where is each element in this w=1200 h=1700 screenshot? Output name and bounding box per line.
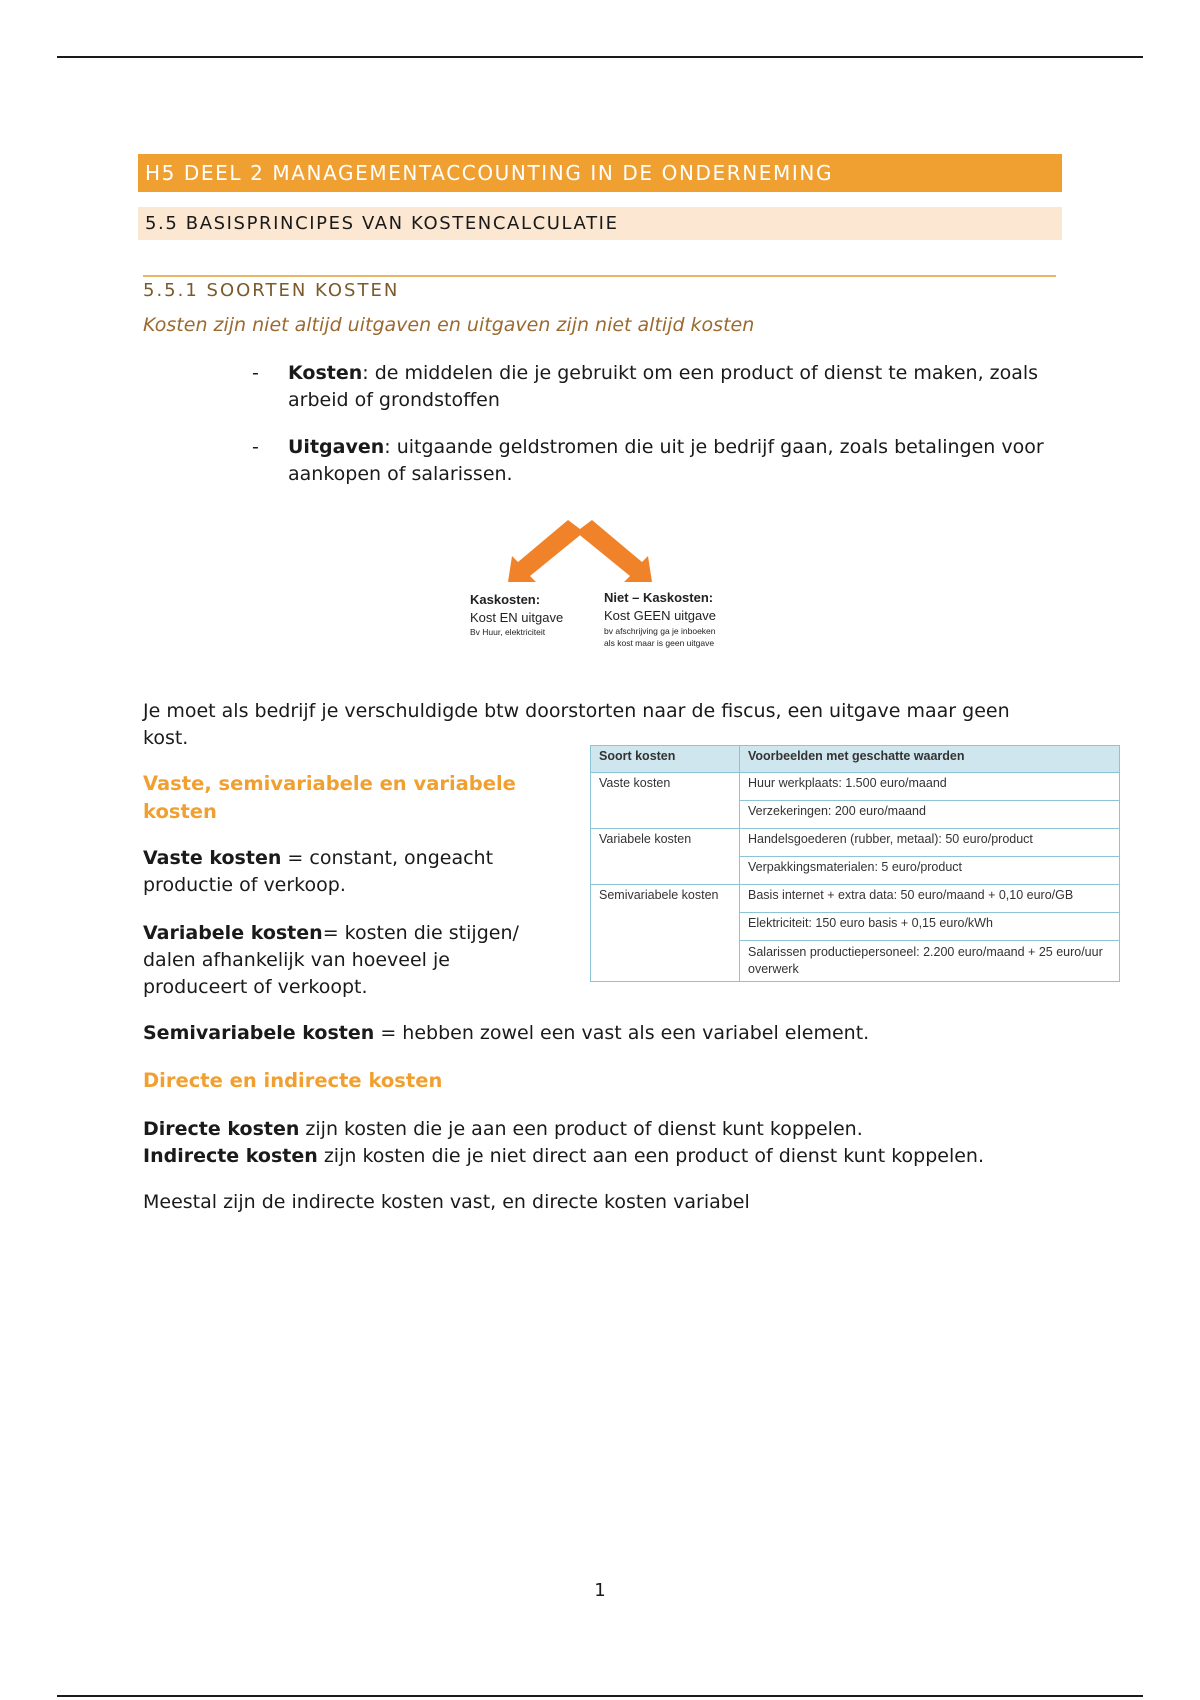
chapter-heading: H5 DEEL 2 MANAGEMENTACCOUNTING IN DE ONDERNEMING xyxy=(138,154,1062,192)
vaste-section-heading: Vaste, semivariabele en variabele kosten xyxy=(143,772,516,823)
cost-type-cell: Vaste kosten xyxy=(591,773,740,829)
directe-kosten-paragraph: Directe kosten zijn kosten die je aan een product of dienst kunt koppelen. xyxy=(143,1118,863,1140)
meestal-paragraph: Meestal zijn de indirecte kosten vast, en directe kosten variabel xyxy=(143,1191,750,1213)
example-cell: Handelsgoederen (rubber, metaal): 50 euro/product xyxy=(740,829,1120,857)
definition: : uitgaande geldstromen die uit je bedrijf gaan, zoals betalingen voor aankopen of salarissen. xyxy=(288,436,1044,485)
bottom-rule xyxy=(57,1695,1143,1697)
top-rule xyxy=(57,56,1143,58)
btw-paragraph: Je moet als bedrijf je verschuldigde btw doorstorten naar de fiscus, een uitgave maar geen kost. xyxy=(143,700,1010,749)
list-item: - Kosten: de middelen die je gebruikt om een product of dienst te maken, zoals arbeid of grondstoffen xyxy=(252,362,1039,411)
subsection-rule xyxy=(143,275,1056,277)
term: Uitgaven xyxy=(288,436,385,458)
example-cell: Verzekeringen: 200 euro/maand xyxy=(740,801,1120,829)
vaste-kosten-paragraph: Vaste kosten = constant, ongeacht productie of verkoop. xyxy=(143,847,494,896)
variabele-kosten-paragraph: Variabele kosten= kosten die stijgen/ dalen afhankelijk van hoeveel je produceert of verkoopt. xyxy=(143,922,519,998)
example-cell: Salarissen productiepersoneel: 2.200 euro/maand + 25 euro/uur overwerk xyxy=(740,941,1120,982)
cost-types-table xyxy=(590,745,1120,982)
example-cell: Verpakkingsmaterialen: 5 euro/product xyxy=(740,857,1120,885)
kaskosten-figure xyxy=(460,512,740,680)
example-cell: Elektriciteit: 150 euro basis + 0,15 euro/kWh xyxy=(740,913,1120,941)
example-cell: Huur werkplaats: 1.500 euro/maand xyxy=(740,773,1120,801)
definition: : de middelen die je gebruikt om een product of dienst te maken, zoals arbeid of grondstoffen xyxy=(288,362,1039,411)
page-number: 1 xyxy=(594,1580,606,1601)
table-row xyxy=(591,773,1120,801)
directe-section-heading: Directe en indirecte kosten xyxy=(143,1069,443,1092)
split-arrows-icon xyxy=(460,512,740,592)
section-heading: 5.5 BASISPRINCIPES VAN KOSTENCALCULATIE xyxy=(138,207,1062,240)
table-header-row xyxy=(591,746,1120,773)
niet-kaskosten-label: Niet – Kaskosten: Kost GEEN uitgave bv afschrijving ga je inboeken als kost maar is geen uitgave xyxy=(604,590,716,648)
list-item: - Uitgaven: uitgaande geldstromen die uit je bedrijf gaan, zoals betalingen voor aankopen of salarissen. xyxy=(252,436,1044,485)
cost-type-cell: Variabele kosten xyxy=(591,829,740,885)
table-row xyxy=(591,885,1120,913)
table-header: Voorbeelden met geschatte waarden xyxy=(740,746,1120,773)
semivariabele-kosten-paragraph: Semivariabele kosten = hebben zowel een vast als een variabel element. xyxy=(143,1022,870,1044)
example-cell: Basis internet + extra data: 50 euro/maand + 0,10 euro/GB xyxy=(740,885,1120,913)
subsection-heading: 5.5.1 SOORTEN KOSTEN xyxy=(143,280,400,301)
table-row xyxy=(591,829,1120,857)
indirecte-kosten-paragraph: Indirecte kosten zijn kosten die je niet direct aan een product of dienst kunt koppelen. xyxy=(143,1145,985,1167)
term: Kosten xyxy=(288,362,363,384)
cost-type-cell: Semivariabele kosten xyxy=(591,885,740,982)
kaskosten-label: Kaskosten: Kost EN uitgave Bv Huur, elektriciteit xyxy=(470,592,564,637)
table-header: Soort kosten xyxy=(591,746,740,773)
subtitle: Kosten zijn niet altijd uitgaven en uitgaven zijn niet altijd kosten xyxy=(143,314,755,336)
definitions-list xyxy=(252,360,1072,508)
